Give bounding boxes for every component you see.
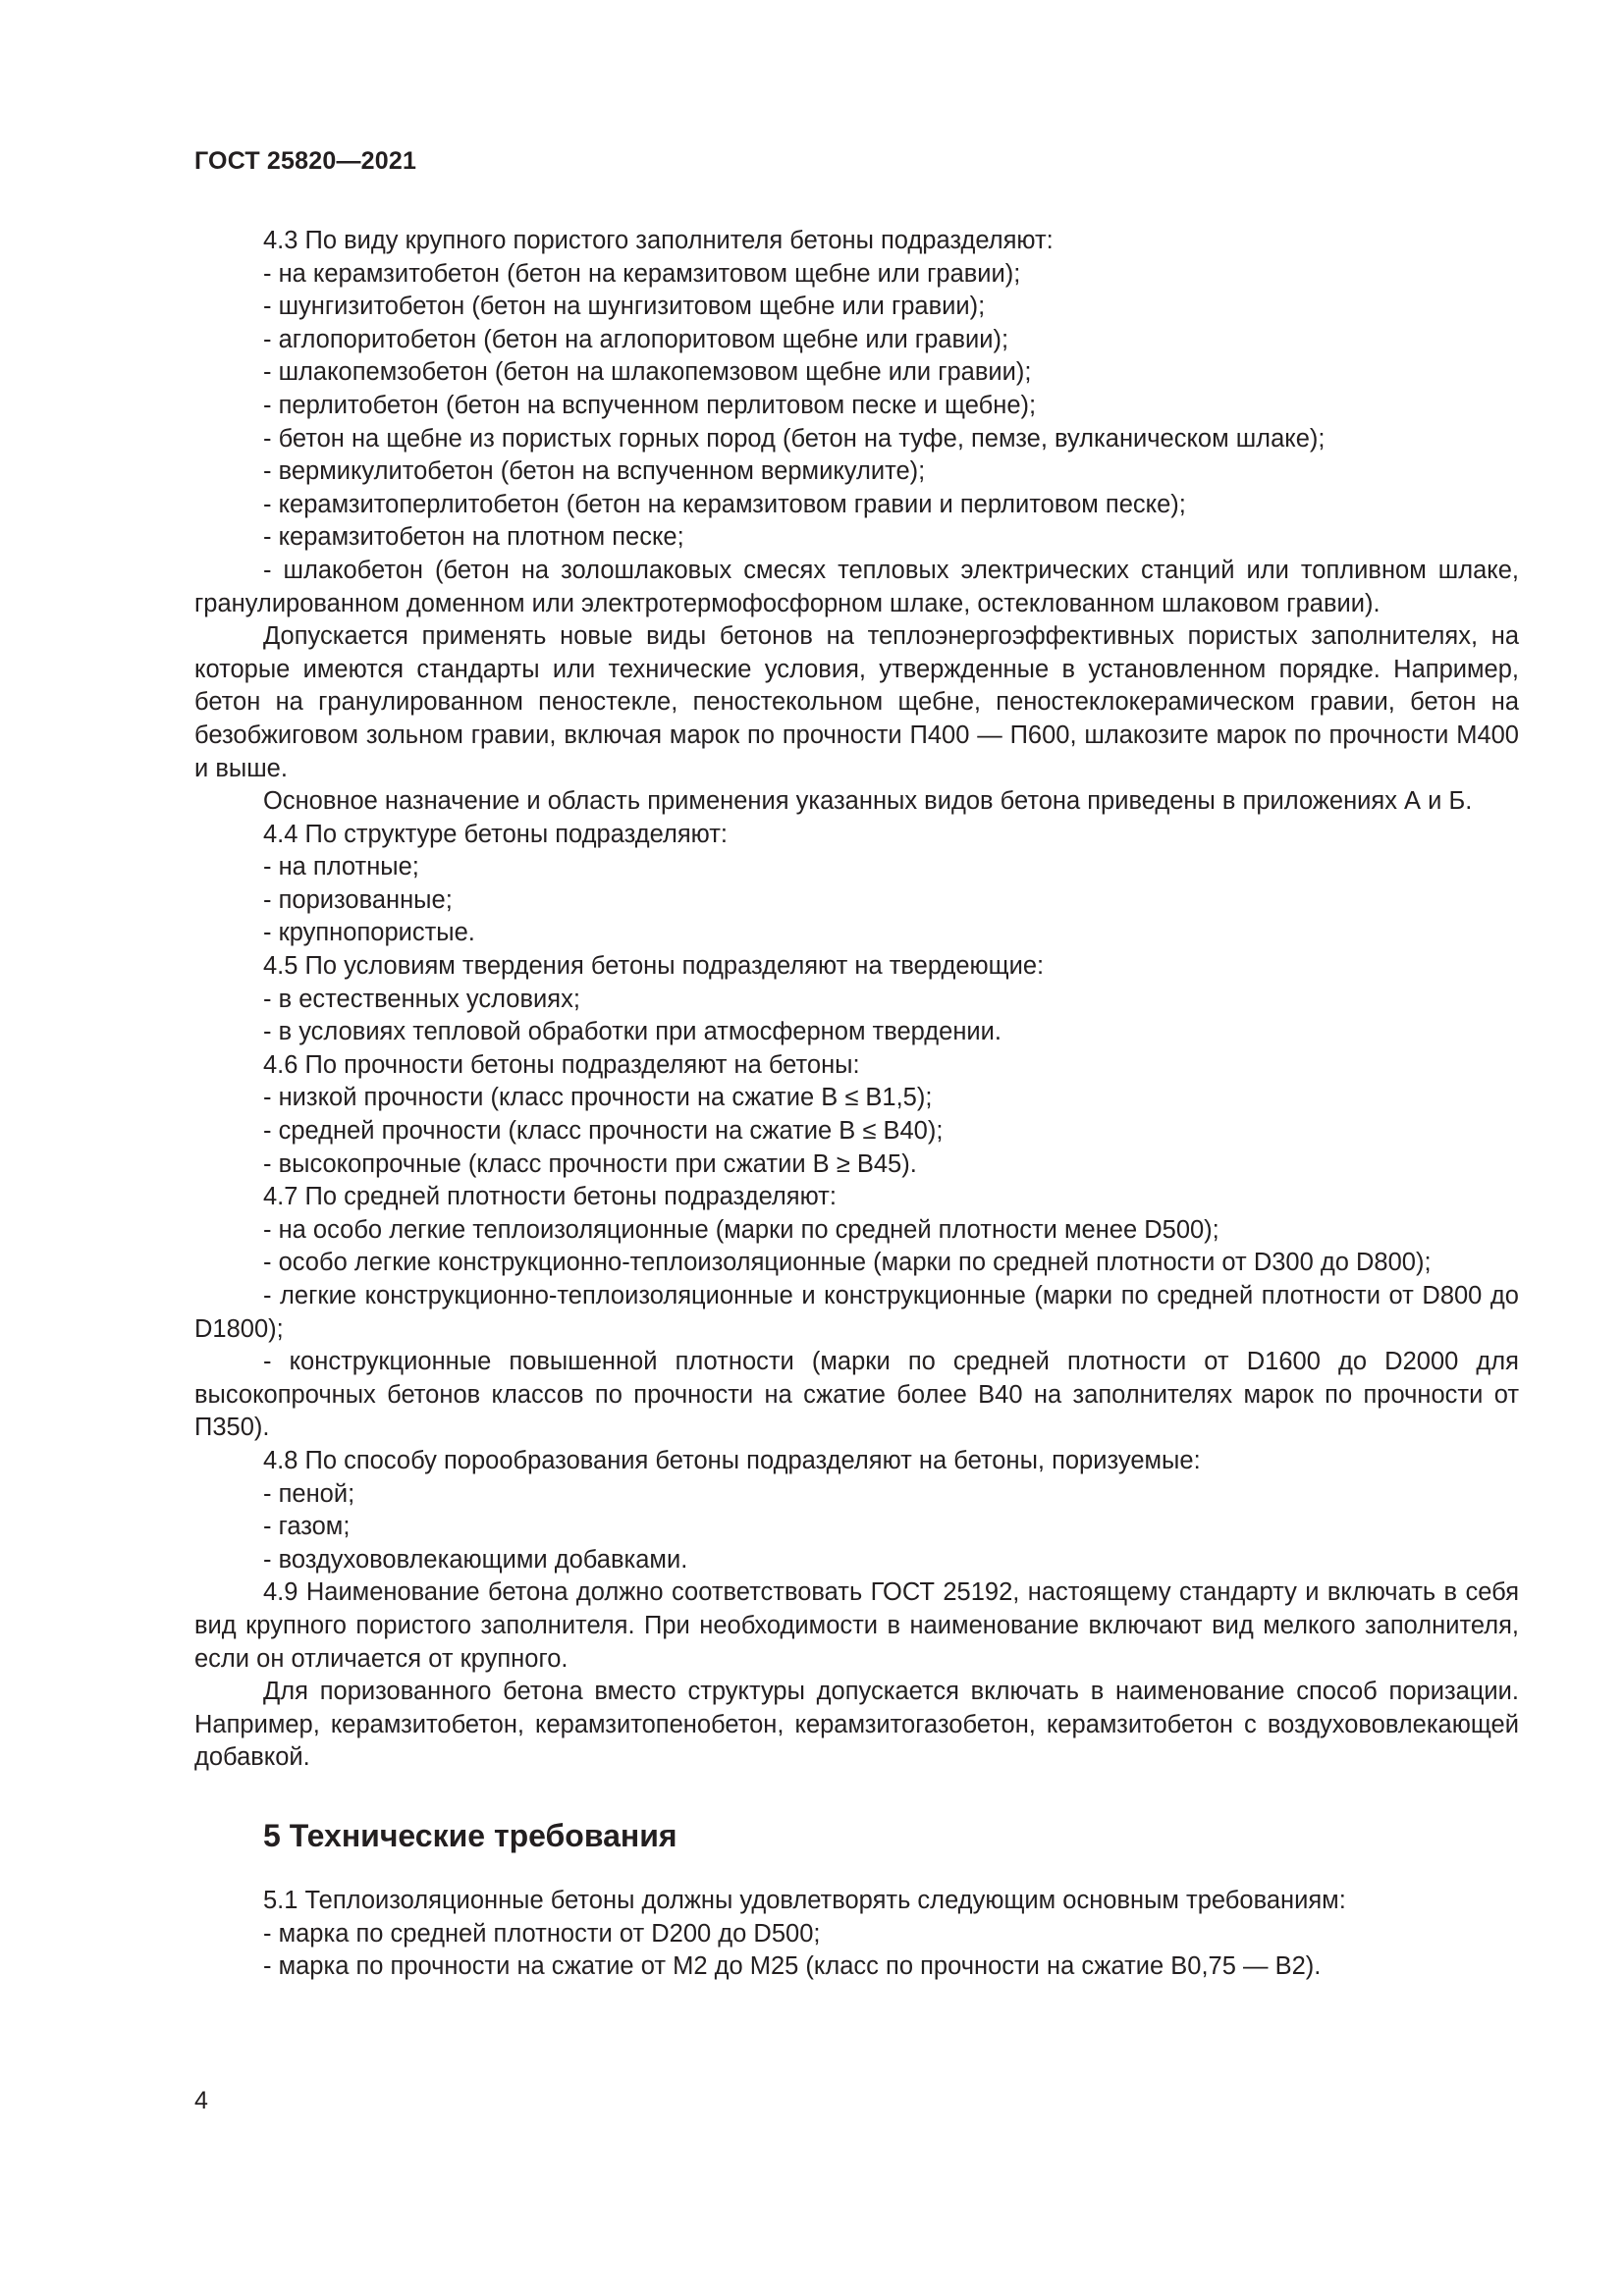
clause-4-3-list — [194, 258, 1519, 621]
list-item: - высокопрочные (класс прочности при сжатии В ≥ В45). — [263, 1149, 917, 1178]
list-item: - на особо легкие теплоизоляционные (марки по средней плотности менее D500); — [263, 1215, 1219, 1244]
document-body — [194, 225, 1519, 1984]
list-item: - низкой прочности (класс прочности на сжатие В ≤ В1,5); — [263, 1084, 933, 1112]
clause-4-3-intro: 4.3 По виду крупного пористого заполнителя бетоны подразделяют: — [263, 227, 1054, 254]
list-item: - особо легкие конструкционно-теплоизоляционные (марки по средней плотности от D300 до D800); — [263, 1249, 1432, 1277]
list-item: - пеной; — [263, 1479, 355, 1508]
list-item: - марка по прочности на сжатие от М2 до М25 (класс по прочности на сжатие В0,75 — В2). — [263, 1952, 1322, 1981]
clause-4-5-intro: 4.5 По условиям твердения бетоны подразделяют на твердеющие: — [263, 952, 1045, 981]
clause-4-8-intro: 4.8 По способу порообразования бетоны подразделяют на бетоны, поризуемые: — [263, 1446, 1201, 1474]
list-item: - легкие конструкционно-теплоизоляционные и конструкционные (марки по средней плотности от D800 до D1800); — [194, 1282, 1519, 1343]
paragraph-new-concrete-types: Допускается применять новые виды бетонов на теплоэнергоэффективных пористых заполнителях, на которые имеются стандарты или технические условия, утвержденные в установленном порядке. Например, бетон на гранулированном пеностекле, пеностекольном щебне, пеностеклокерамическом гравии, бетон на безобжиговом зольном гравии, включая марок по прочности П400 — П600, шлакозите марок по прочности М400 и выше. — [194, 622, 1519, 782]
list-item: - крупнопористые. — [263, 919, 475, 947]
clause-4-6-intro: 4.6 По прочности бетоны подразделяют на бетоны: — [263, 1050, 860, 1079]
list-item: - керамзитоперлитобетон (бетон на керамзитовом гравии и перлитовом песке); — [263, 490, 1186, 518]
list-item: - поризованные; — [263, 885, 453, 914]
list-item: - перлитобетон (бетон на вспученном перлитовом песке и щебне); — [263, 391, 1037, 419]
list-item: - шлакопемзобетон (бетон на шлакопемзовом щебне или гравии); — [263, 358, 1032, 387]
paragraph-porization: Для поризованного бетона вместо структуры допускается включать в наименование способ поризации. Например, керамзитобетон, керамзитопенобетон, керамзитогазобетон, керамзитобетон с воздухововлекающей добавкой. — [194, 1678, 1519, 1772]
section-title: 5 Технические требования — [263, 1817, 677, 1853]
clause-4-7-intro: 4.7 По средней плотности бетоны подразделяют: — [263, 1183, 837, 1211]
list-item: - в естественных условиях; — [263, 985, 580, 1013]
list-item: - керамзитобетон на плотном песке; — [263, 523, 684, 552]
clause-4-9-paragraph: 4.9 Наименование бетона должно соответствовать ГОСТ 25192, настоящему стандарту и включать в себя вид крупного пористого заполнителя. При необходимости в наименование включают вид мелкого заполнителя, если он отличается от крупного. — [194, 1578, 1519, 1673]
list-item: - шлакобетон (бетон на золошлаковых смесях тепловых электрических станций или топливном шлаке, гранулированном доменном или электротермофосфорном шлаке, остеклованном шлаковом гравии). — [194, 556, 1519, 617]
clause-4-4-intro: 4.4 По структуре бетоны подразделяют: — [263, 820, 728, 848]
list-item: - шунгизитобетон (бетон на шунгизитовом щебне или гравии); — [263, 293, 986, 321]
list-item: - вермикулитобетон (бетон на вспученном вермикулите); — [263, 457, 926, 486]
list-item: - аглопоритобетон (бетон на аглопоритовом щебне или гравии); — [263, 325, 1009, 353]
list-item: - в условиях тепловой обработки при атмосферном твердении. — [263, 1018, 1001, 1046]
paragraph-purpose: Основное назначение и область применения указанных видов бетона приведены в приложениях А и Б. — [263, 787, 1473, 816]
list-item: - газом; — [263, 1513, 351, 1541]
clause-5-1-intro: 5.1 Теплоизоляционные бетоны должны удовлетворять следующим основным требованиям: — [263, 1886, 1346, 1914]
list-item: - воздухововлекающими добавками. — [263, 1545, 688, 1574]
document-header: ГОСТ 25820—2021 — [194, 147, 417, 175]
page-number: 4 — [194, 2087, 208, 2114]
list-item: - конструкционные повышенной плотности (марки по средней плотности от D1600 до D2000 для высокопрочных бетонов классов по прочности на сжатие более В40 на заполнителях марок по прочности от П350). — [194, 1348, 1519, 1442]
list-item: - бетон на щебне из пористых горных пород (бетон на туфе, пемзе, вулканическом шлаке); — [263, 424, 1326, 453]
list-item: - средней прочности (класс прочности на сжатие В ≤ В40); — [263, 1117, 944, 1146]
list-item: - на плотные; — [263, 853, 419, 881]
list-item: - на керамзитобетон (бетон на керамзитовом щебне или гравии); — [263, 259, 1021, 288]
list-item: - марка по средней плотности от D200 до D500; — [263, 1919, 821, 1948]
